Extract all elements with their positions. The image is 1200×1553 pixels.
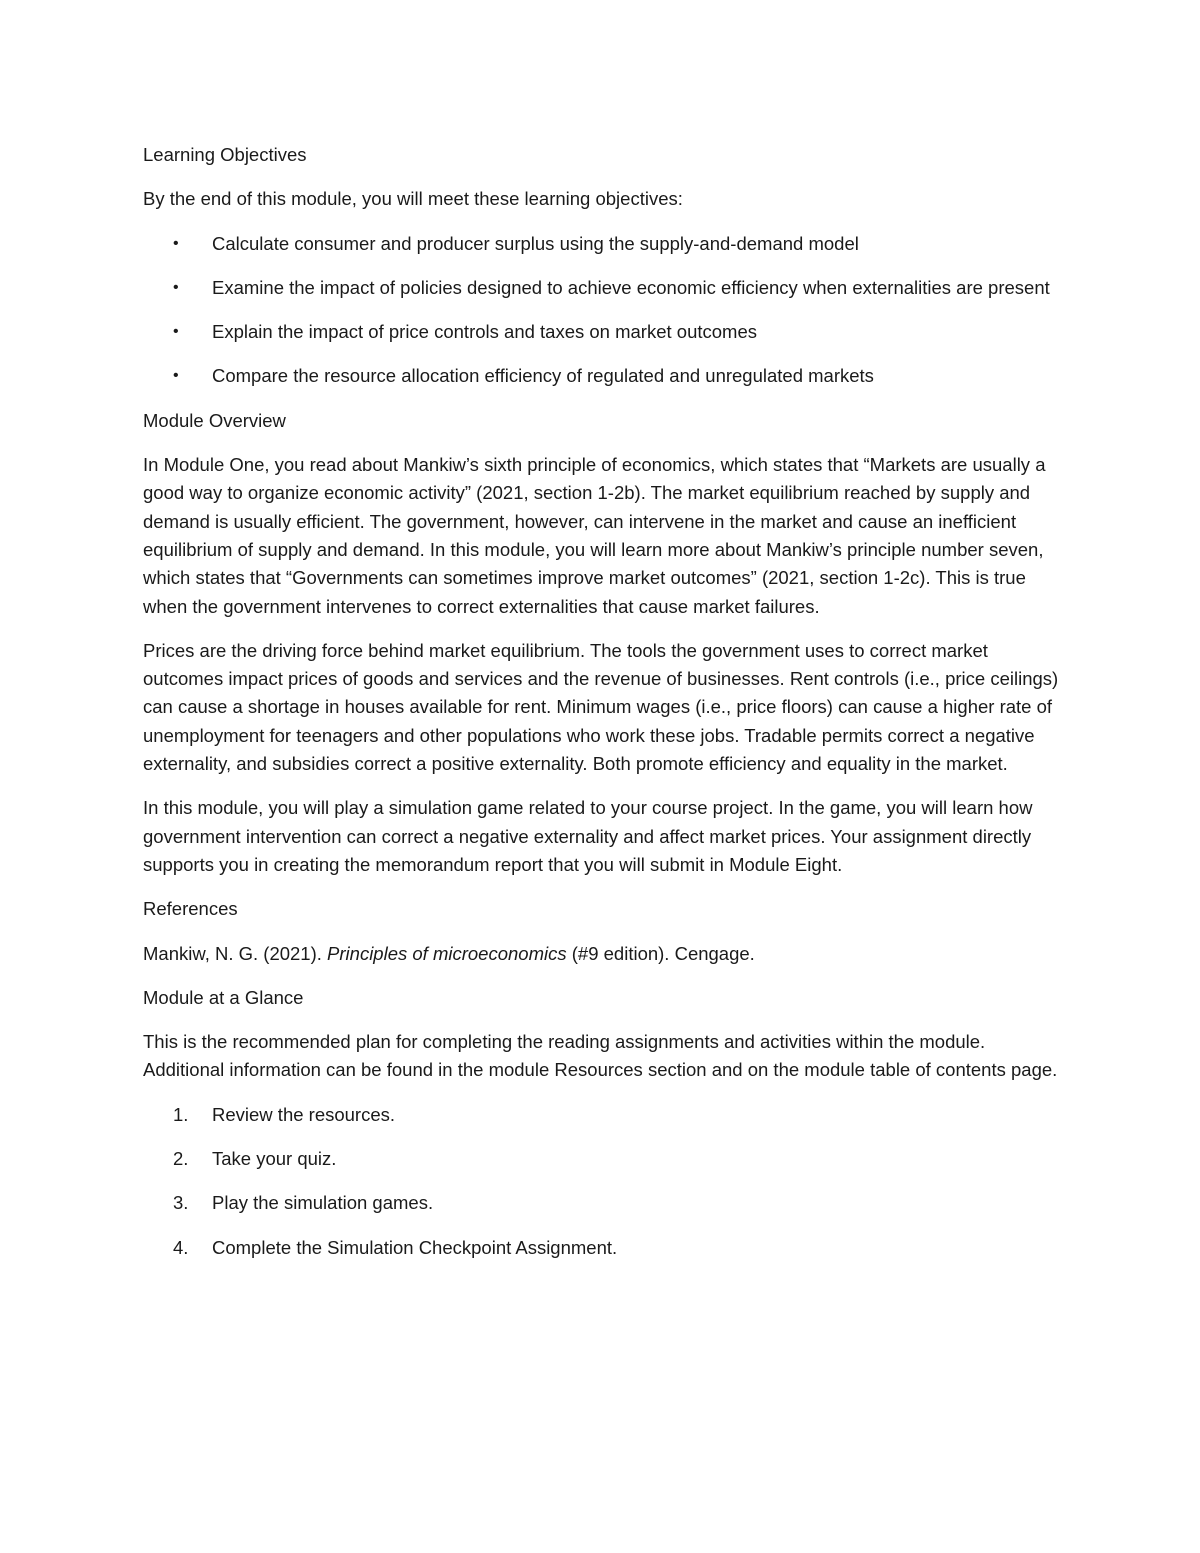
learning-objectives-heading: Learning Objectives (143, 144, 307, 165)
bullet-icon: • (173, 234, 179, 252)
learning-objectives-intro: By the end of this module, you will meet these learning objectives: (143, 188, 683, 210)
list-item (143, 362, 1063, 390)
objective-text: Calculate consumer and producer surplus using the supply-and-demand model (212, 232, 859, 254)
document-page (143, 141, 1063, 1278)
list-item (143, 1101, 1063, 1129)
overview-paragraph: In Module One, you read about Mankiw’s sixth principle of economics, which states that “Markets are usually a good way to organize economic activity” (2021, section 1-2b). The market equilibrium reached by supply and demand is usually efficient. The government, however, can intervene in the market and cause an inefficient equilibrium of supply and demand. In this module, you will learn more about Mankiw’s principle number seven, which states that “Governments can sometimes improve market outcomes” (2021, section 1-2c). This is true when the government intervenes to correct externalities that cause market failures. (143, 454, 1046, 617)
overview-paragraph: In this module, you will play a simulation game related to your course project. In the game, you will learn how government intervention can correct a negative externality and affect market prices. Your assignment directly supports you in creating the memorandum report that you will submit in Module Eight. (143, 797, 1033, 875)
citation-title: Principles of microeconomics (327, 942, 567, 964)
step-text: Review the resources. (212, 1103, 396, 1125)
list-item (143, 1145, 1063, 1173)
bullet-icon: • (173, 367, 179, 385)
step-text: Complete the Simulation Checkpoint Assignment. (212, 1236, 618, 1258)
objective-text: Compare the resource allocation efficiency of regulated and unregulated markets (212, 365, 874, 387)
bullet-icon: • (173, 278, 179, 296)
step-number: 3. (173, 1192, 189, 1214)
glance-intro: This is the recommended plan for completing the reading assignments and activities within the module. Additional information can be found in the module Resources section and on the module table of contents page. (143, 1031, 1058, 1081)
step-text: Play the simulation games. (212, 1192, 434, 1214)
list-item (143, 1234, 1063, 1262)
step-text: Take your quiz. (212, 1148, 337, 1170)
step-number: 1. (173, 1103, 189, 1125)
references-heading: References (143, 898, 238, 920)
bullet-icon: • (173, 323, 179, 341)
step-number: 2. (173, 1148, 189, 1170)
module-overview-heading: Module Overview (143, 409, 286, 431)
list-item (143, 274, 1063, 302)
module-at-a-glance-heading: Module at a Glance (143, 986, 304, 1008)
step-number: 4. (173, 1236, 189, 1258)
list-item (143, 1189, 1063, 1217)
list-item (143, 230, 1063, 258)
reference-citation (143, 940, 1063, 968)
learning-objectives-list (143, 230, 1063, 391)
overview-paragraph: Prices are the driving force behind market equilibrium. The tools the government uses to correct market outcomes impact prices of goods and services and the revenue of businesses. Rent controls (i.e., price ceilings) can cause a shortage in houses available for rent. Minimum wages (i.e., price floors) can cause a higher rate of unemployment for teenagers and other populations who work these jobs. Tradable permits correct a negative externality, and subsidies correct a positive externality. Both promote efficiency and equality in the market. (143, 639, 1059, 775)
glance-steps-list (143, 1101, 1063, 1262)
citation-edition: (#9 edition). Cengage. (566, 942, 755, 964)
objective-text: Explain the impact of price controls and taxes on market outcomes (212, 321, 757, 343)
citation-author: Mankiw, N. G. (2021). (143, 942, 328, 964)
list-item (143, 318, 1063, 346)
objective-text: Examine the impact of policies designed to achieve economic efficiency when externalities are present (212, 276, 1050, 298)
